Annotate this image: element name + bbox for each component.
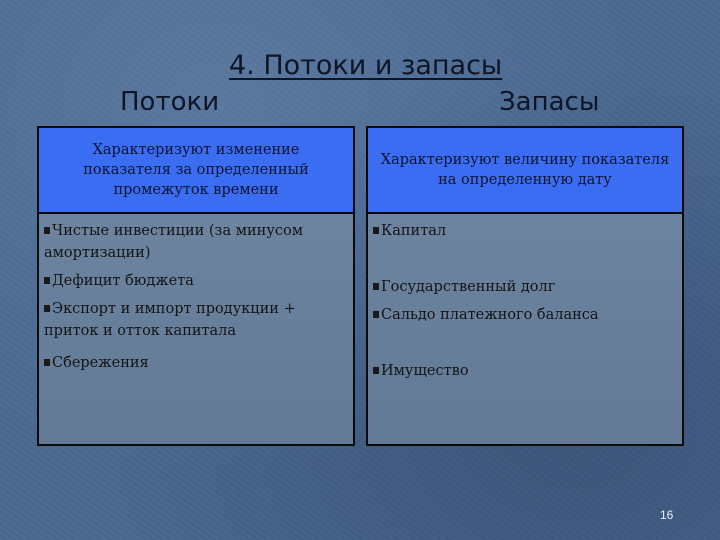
list-item [44, 298, 347, 342]
square-bullet-icon [373, 311, 379, 318]
stocks-heading: Запасы [499, 87, 600, 117]
list-item [373, 220, 676, 242]
square-bullet-icon [44, 227, 50, 234]
list-item-text: Экспорт и импорт продукции + приток и отток капитала [44, 301, 296, 339]
page-number: 16 [660, 508, 674, 522]
list-item-text: Сбережения [52, 355, 149, 371]
square-bullet-icon [44, 305, 50, 312]
square-bullet-icon [373, 283, 379, 290]
square-bullet-icon [44, 359, 50, 366]
list-item-text: Имущество [381, 363, 469, 379]
list-item [373, 360, 676, 382]
flows-definition: Характеризуют изменение показателя за определенный промежуток времени [39, 128, 353, 214]
list-item-text: Дефицит бюджета [52, 273, 194, 289]
stocks-panel [366, 126, 684, 446]
square-bullet-icon [44, 277, 50, 284]
list-item-text: Капитал [381, 223, 447, 239]
list-item-text: Чистые инвестиции (за минусом амортизации) [44, 223, 303, 261]
list-item [373, 304, 676, 326]
list-item-text: Государственный долг [381, 279, 556, 295]
flows-panel [37, 126, 355, 446]
slide-title: 4. Потоки и запасы [229, 50, 503, 81]
list-item [44, 270, 347, 292]
list-item-text: Сальдо платежного баланса [381, 307, 599, 323]
square-bullet-icon [373, 227, 379, 234]
list-item [373, 276, 676, 298]
square-bullet-icon [373, 367, 379, 374]
list-item [44, 220, 347, 264]
flows-heading: Потоки [120, 87, 220, 117]
stocks-definition: Характеризуют величину показателя на определенную дату [368, 128, 682, 214]
list-item [44, 352, 347, 374]
